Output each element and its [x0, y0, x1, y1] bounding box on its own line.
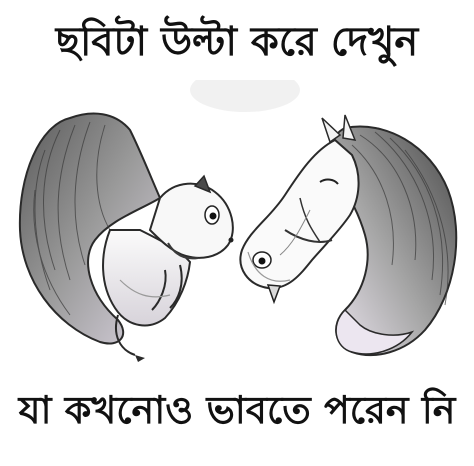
squirrel-foot	[135, 355, 145, 362]
top-caption: ছবিটা উল্টা করে দেখুন	[55, 19, 419, 65]
squirrel-figure	[20, 114, 234, 362]
horse-mouth	[268, 285, 280, 302]
bottom-caption: যা কখনোও ভাবতে পরেন নি	[18, 388, 456, 432]
illusion-illustration	[0, 80, 474, 380]
squirrel-nose	[229, 238, 234, 243]
horse-figure	[240, 115, 456, 355]
horse-nostril-dark	[259, 258, 266, 265]
background-smudge	[190, 80, 300, 112]
squirrel-pupil	[210, 213, 217, 220]
